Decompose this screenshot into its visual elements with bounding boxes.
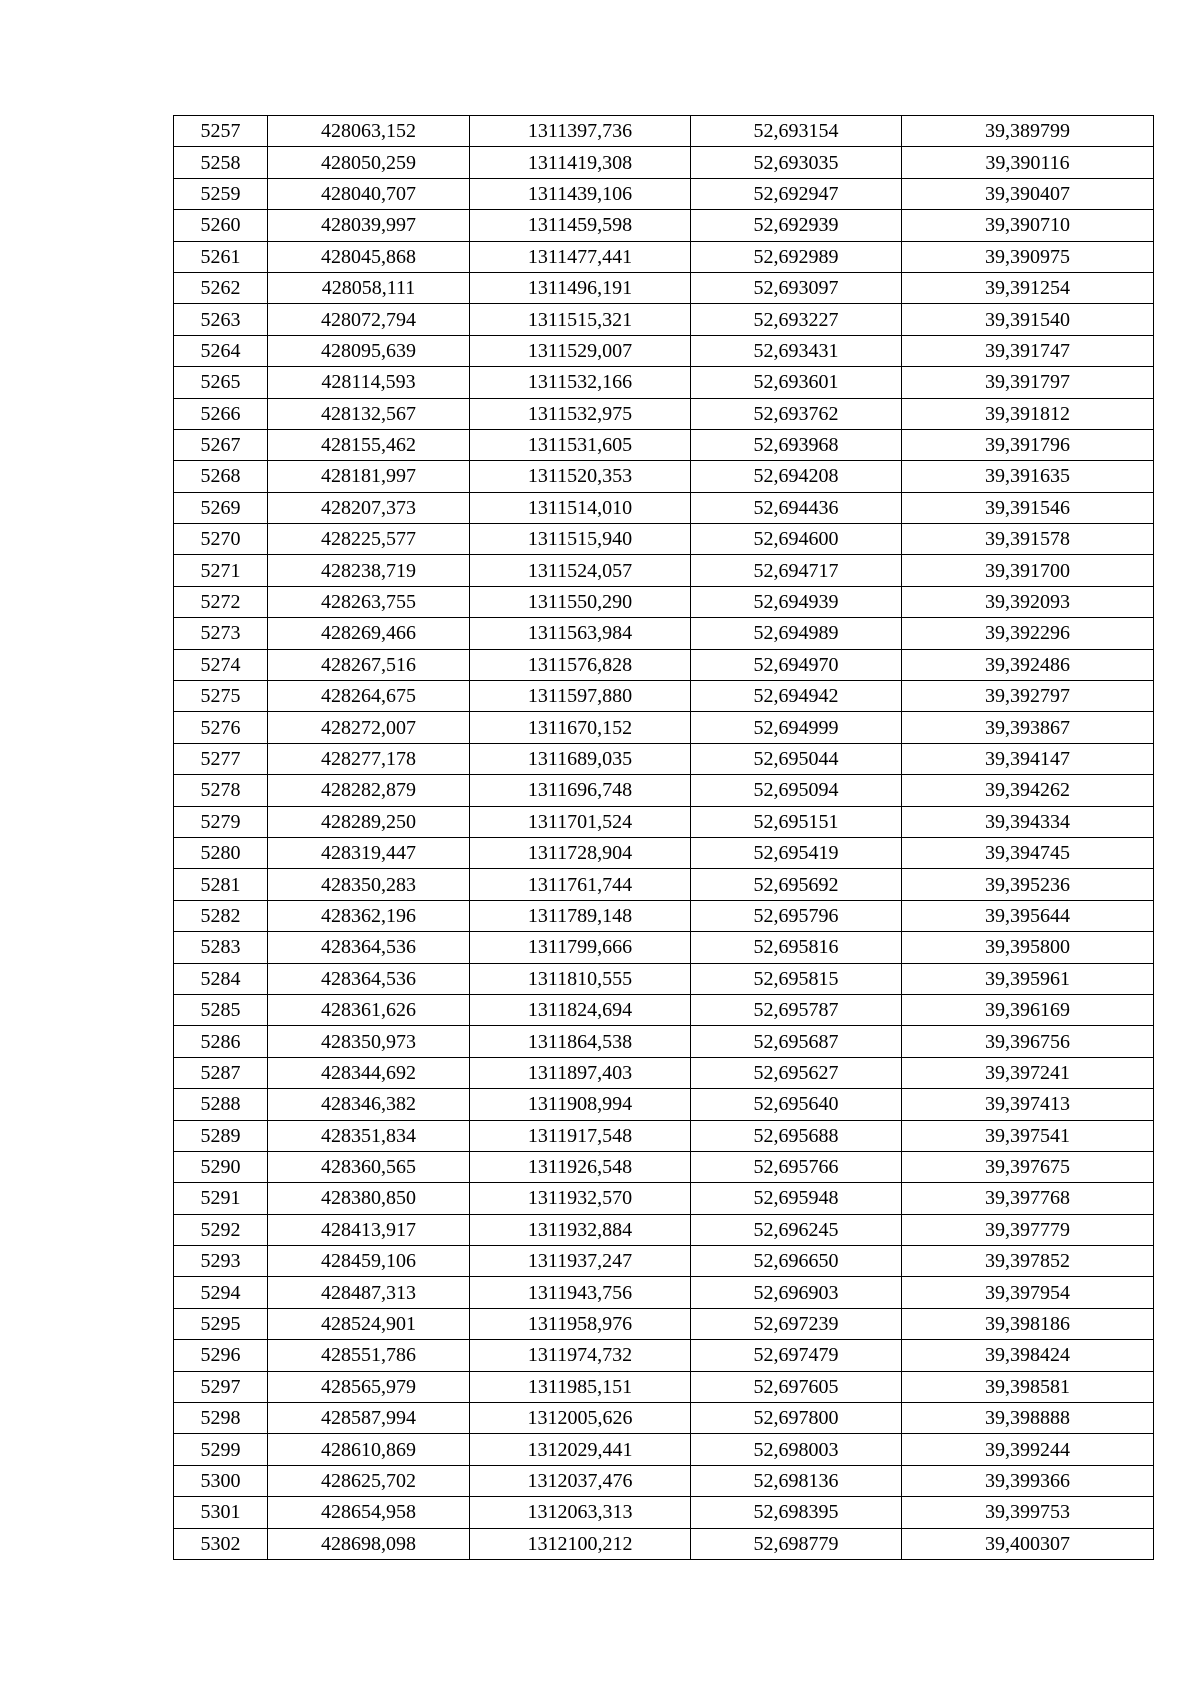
coord-x-cell: 428319,447 xyxy=(268,837,470,868)
table-row xyxy=(174,1246,1154,1277)
table-row xyxy=(174,712,1154,743)
point-number-cell: 5301 xyxy=(174,1497,268,1528)
longitude-cell: 39,397241 xyxy=(902,1057,1154,1088)
longitude-cell: 39,397541 xyxy=(902,1120,1154,1151)
point-number-cell: 5269 xyxy=(174,492,268,523)
coord-x-cell: 428380,850 xyxy=(268,1183,470,1214)
coord-x-cell: 428072,794 xyxy=(268,304,470,335)
coord-y-cell: 1311810,555 xyxy=(470,963,691,994)
coord-y-cell: 1311701,524 xyxy=(470,806,691,837)
coord-x-cell: 428277,178 xyxy=(268,743,470,774)
point-number-cell: 5282 xyxy=(174,900,268,931)
point-number-cell: 5289 xyxy=(174,1120,268,1151)
coord-x-cell: 428698,098 xyxy=(268,1528,470,1559)
longitude-cell: 39,399753 xyxy=(902,1497,1154,1528)
coord-y-cell: 1311515,321 xyxy=(470,304,691,335)
coord-x-cell: 428413,917 xyxy=(268,1214,470,1245)
point-number-cell: 5287 xyxy=(174,1057,268,1088)
latitude-cell: 52,696903 xyxy=(691,1277,902,1308)
coord-x-cell: 428610,869 xyxy=(268,1434,470,1465)
coord-y-cell: 1312037,476 xyxy=(470,1465,691,1496)
latitude-cell: 52,694208 xyxy=(691,461,902,492)
longitude-cell: 39,396169 xyxy=(902,994,1154,1025)
coord-y-cell: 1311515,940 xyxy=(470,524,691,555)
coord-x-cell: 428045,868 xyxy=(268,241,470,272)
coord-y-cell: 1311917,548 xyxy=(470,1120,691,1151)
latitude-cell: 52,695796 xyxy=(691,900,902,931)
longitude-cell: 39,391747 xyxy=(902,335,1154,366)
longitude-cell: 39,391797 xyxy=(902,367,1154,398)
coord-y-cell: 1311459,598 xyxy=(470,210,691,241)
coord-x-cell: 428364,536 xyxy=(268,963,470,994)
longitude-cell: 39,395800 xyxy=(902,932,1154,963)
longitude-cell: 39,391254 xyxy=(902,272,1154,303)
table-row xyxy=(174,1089,1154,1120)
coord-x-cell: 428269,466 xyxy=(268,618,470,649)
longitude-cell: 39,394147 xyxy=(902,743,1154,774)
longitude-cell: 39,390710 xyxy=(902,210,1154,241)
table-row xyxy=(174,1214,1154,1245)
coord-x-cell: 428565,979 xyxy=(268,1371,470,1402)
latitude-cell: 52,693035 xyxy=(691,147,902,178)
table-row xyxy=(174,304,1154,335)
latitude-cell: 52,695948 xyxy=(691,1183,902,1214)
point-number-cell: 5288 xyxy=(174,1089,268,1120)
latitude-cell: 52,697239 xyxy=(691,1308,902,1339)
latitude-cell: 52,695151 xyxy=(691,806,902,837)
coord-x-cell: 428267,516 xyxy=(268,649,470,680)
longitude-cell: 39,400307 xyxy=(902,1528,1154,1559)
longitude-cell: 39,398888 xyxy=(902,1403,1154,1434)
coord-y-cell: 1311864,538 xyxy=(470,1026,691,1057)
table-row xyxy=(174,932,1154,963)
point-number-cell: 5259 xyxy=(174,178,268,209)
latitude-cell: 52,692989 xyxy=(691,241,902,272)
coord-x-cell: 428364,536 xyxy=(268,932,470,963)
point-number-cell: 5277 xyxy=(174,743,268,774)
coord-y-cell: 1311908,994 xyxy=(470,1089,691,1120)
latitude-cell: 52,695640 xyxy=(691,1089,902,1120)
table-row xyxy=(174,461,1154,492)
latitude-cell: 52,697479 xyxy=(691,1340,902,1371)
coord-x-cell: 428362,196 xyxy=(268,900,470,931)
longitude-cell: 39,390975 xyxy=(902,241,1154,272)
latitude-cell: 52,695627 xyxy=(691,1057,902,1088)
coord-x-cell: 428282,879 xyxy=(268,775,470,806)
table-row xyxy=(174,1371,1154,1402)
latitude-cell: 52,698136 xyxy=(691,1465,902,1496)
table-row xyxy=(174,398,1154,429)
latitude-cell: 52,693968 xyxy=(691,429,902,460)
point-number-cell: 5283 xyxy=(174,932,268,963)
coord-x-cell: 428344,692 xyxy=(268,1057,470,1088)
point-number-cell: 5261 xyxy=(174,241,268,272)
point-number-cell: 5271 xyxy=(174,555,268,586)
latitude-cell: 52,694717 xyxy=(691,555,902,586)
longitude-cell: 39,390407 xyxy=(902,178,1154,209)
point-number-cell: 5292 xyxy=(174,1214,268,1245)
coord-y-cell: 1311520,353 xyxy=(470,461,691,492)
table-row xyxy=(174,1497,1154,1528)
coord-x-cell: 428654,958 xyxy=(268,1497,470,1528)
coord-x-cell: 428132,567 xyxy=(268,398,470,429)
longitude-cell: 39,391812 xyxy=(902,398,1154,429)
table-row xyxy=(174,963,1154,994)
latitude-cell: 52,695692 xyxy=(691,869,902,900)
coord-x-cell: 428487,313 xyxy=(268,1277,470,1308)
coord-y-cell: 1311897,403 xyxy=(470,1057,691,1088)
longitude-cell: 39,392797 xyxy=(902,681,1154,712)
coord-y-cell: 1311532,166 xyxy=(470,367,691,398)
coord-x-cell: 428360,565 xyxy=(268,1151,470,1182)
longitude-cell: 39,395236 xyxy=(902,869,1154,900)
latitude-cell: 52,694939 xyxy=(691,586,902,617)
table-row xyxy=(174,900,1154,931)
coord-y-cell: 1311943,756 xyxy=(470,1277,691,1308)
coord-y-cell: 1312005,626 xyxy=(470,1403,691,1434)
point-number-cell: 5275 xyxy=(174,681,268,712)
longitude-cell: 39,391546 xyxy=(902,492,1154,523)
coord-x-cell: 428058,111 xyxy=(268,272,470,303)
point-number-cell: 5264 xyxy=(174,335,268,366)
table-row xyxy=(174,178,1154,209)
point-number-cell: 5286 xyxy=(174,1026,268,1057)
latitude-cell: 52,694989 xyxy=(691,618,902,649)
table-row xyxy=(174,1434,1154,1465)
coordinates-table xyxy=(173,115,1154,1560)
coord-x-cell: 428625,702 xyxy=(268,1465,470,1496)
table-row xyxy=(174,1057,1154,1088)
point-number-cell: 5270 xyxy=(174,524,268,555)
point-number-cell: 5298 xyxy=(174,1403,268,1434)
point-number-cell: 5262 xyxy=(174,272,268,303)
longitude-cell: 39,395644 xyxy=(902,900,1154,931)
point-number-cell: 5278 xyxy=(174,775,268,806)
point-number-cell: 5279 xyxy=(174,806,268,837)
longitude-cell: 39,389799 xyxy=(902,116,1154,147)
latitude-cell: 52,695766 xyxy=(691,1151,902,1182)
latitude-cell: 52,695044 xyxy=(691,743,902,774)
table-row xyxy=(174,1465,1154,1496)
coord-y-cell: 1311937,247 xyxy=(470,1246,691,1277)
longitude-cell: 39,399244 xyxy=(902,1434,1154,1465)
coord-x-cell: 428289,250 xyxy=(268,806,470,837)
point-number-cell: 5273 xyxy=(174,618,268,649)
coord-y-cell: 1311477,441 xyxy=(470,241,691,272)
point-number-cell: 5294 xyxy=(174,1277,268,1308)
longitude-cell: 39,398424 xyxy=(902,1340,1154,1371)
coord-y-cell: 1311496,191 xyxy=(470,272,691,303)
coord-y-cell: 1311932,570 xyxy=(470,1183,691,1214)
point-number-cell: 5266 xyxy=(174,398,268,429)
table-row xyxy=(174,210,1154,241)
table-row xyxy=(174,116,1154,147)
point-number-cell: 5296 xyxy=(174,1340,268,1371)
table-row xyxy=(174,869,1154,900)
longitude-cell: 39,397779 xyxy=(902,1214,1154,1245)
coord-y-cell: 1311985,151 xyxy=(470,1371,691,1402)
coord-x-cell: 428351,834 xyxy=(268,1120,470,1151)
table-row xyxy=(174,1151,1154,1182)
coord-x-cell: 428155,462 xyxy=(268,429,470,460)
table-row xyxy=(174,1120,1154,1151)
point-number-cell: 5281 xyxy=(174,869,268,900)
coord-y-cell: 1311529,007 xyxy=(470,335,691,366)
latitude-cell: 52,697800 xyxy=(691,1403,902,1434)
coord-y-cell: 1312029,441 xyxy=(470,1434,691,1465)
latitude-cell: 52,697605 xyxy=(691,1371,902,1402)
coord-y-cell: 1311550,290 xyxy=(470,586,691,617)
longitude-cell: 39,391540 xyxy=(902,304,1154,335)
coord-x-cell: 428361,626 xyxy=(268,994,470,1025)
table-row xyxy=(174,837,1154,868)
coord-x-cell: 428264,675 xyxy=(268,681,470,712)
longitude-cell: 39,397852 xyxy=(902,1246,1154,1277)
latitude-cell: 52,698779 xyxy=(691,1528,902,1559)
longitude-cell: 39,397768 xyxy=(902,1183,1154,1214)
coord-y-cell: 1311563,984 xyxy=(470,618,691,649)
coord-y-cell: 1311514,010 xyxy=(470,492,691,523)
coord-y-cell: 1311597,880 xyxy=(470,681,691,712)
longitude-cell: 39,394745 xyxy=(902,837,1154,868)
latitude-cell: 52,693431 xyxy=(691,335,902,366)
table-row xyxy=(174,524,1154,555)
longitude-cell: 39,392486 xyxy=(902,649,1154,680)
table-row xyxy=(174,241,1154,272)
coord-y-cell: 1311932,884 xyxy=(470,1214,691,1245)
point-number-cell: 5272 xyxy=(174,586,268,617)
latitude-cell: 52,695094 xyxy=(691,775,902,806)
coord-y-cell: 1311696,748 xyxy=(470,775,691,806)
point-number-cell: 5293 xyxy=(174,1246,268,1277)
longitude-cell: 39,395961 xyxy=(902,963,1154,994)
longitude-cell: 39,394262 xyxy=(902,775,1154,806)
coord-y-cell: 1311576,828 xyxy=(470,649,691,680)
longitude-cell: 39,390116 xyxy=(902,147,1154,178)
coord-x-cell: 428225,577 xyxy=(268,524,470,555)
table-row xyxy=(174,492,1154,523)
longitude-cell: 39,399366 xyxy=(902,1465,1154,1496)
latitude-cell: 52,693154 xyxy=(691,116,902,147)
point-number-cell: 5280 xyxy=(174,837,268,868)
latitude-cell: 52,693097 xyxy=(691,272,902,303)
table-row xyxy=(174,147,1154,178)
longitude-cell: 39,398186 xyxy=(902,1308,1154,1339)
coord-x-cell: 428095,639 xyxy=(268,335,470,366)
coord-y-cell: 1311531,605 xyxy=(470,429,691,460)
coord-x-cell: 428040,707 xyxy=(268,178,470,209)
coord-y-cell: 1311958,976 xyxy=(470,1308,691,1339)
table-row xyxy=(174,1403,1154,1434)
table-row xyxy=(174,272,1154,303)
coord-x-cell: 428350,283 xyxy=(268,869,470,900)
coord-x-cell: 428181,997 xyxy=(268,461,470,492)
table-row xyxy=(174,429,1154,460)
coord-y-cell: 1311689,035 xyxy=(470,743,691,774)
point-number-cell: 5258 xyxy=(174,147,268,178)
coord-y-cell: 1311761,744 xyxy=(470,869,691,900)
longitude-cell: 39,397413 xyxy=(902,1089,1154,1120)
coord-y-cell: 1311926,548 xyxy=(470,1151,691,1182)
table-row xyxy=(174,1528,1154,1559)
latitude-cell: 52,695816 xyxy=(691,932,902,963)
longitude-cell: 39,393867 xyxy=(902,712,1154,743)
latitude-cell: 52,694436 xyxy=(691,492,902,523)
coord-x-cell: 428587,994 xyxy=(268,1403,470,1434)
table-row xyxy=(174,555,1154,586)
latitude-cell: 52,698003 xyxy=(691,1434,902,1465)
longitude-cell: 39,392093 xyxy=(902,586,1154,617)
coord-x-cell: 428524,901 xyxy=(268,1308,470,1339)
longitude-cell: 39,396756 xyxy=(902,1026,1154,1057)
coord-y-cell: 1311670,152 xyxy=(470,712,691,743)
latitude-cell: 52,695787 xyxy=(691,994,902,1025)
coord-x-cell: 428459,106 xyxy=(268,1246,470,1277)
table-row xyxy=(174,1277,1154,1308)
longitude-cell: 39,391700 xyxy=(902,555,1154,586)
latitude-cell: 52,698395 xyxy=(691,1497,902,1528)
coordinates-table-body xyxy=(174,116,1154,1560)
longitude-cell: 39,392296 xyxy=(902,618,1154,649)
coord-y-cell: 1311824,694 xyxy=(470,994,691,1025)
coord-y-cell: 1312063,313 xyxy=(470,1497,691,1528)
table-row xyxy=(174,649,1154,680)
latitude-cell: 52,693762 xyxy=(691,398,902,429)
coord-y-cell: 1311799,666 xyxy=(470,932,691,963)
coord-y-cell: 1311439,106 xyxy=(470,178,691,209)
point-number-cell: 5297 xyxy=(174,1371,268,1402)
point-number-cell: 5302 xyxy=(174,1528,268,1559)
latitude-cell: 52,696245 xyxy=(691,1214,902,1245)
table-row xyxy=(174,1026,1154,1057)
point-number-cell: 5276 xyxy=(174,712,268,743)
coord-x-cell: 428063,152 xyxy=(268,116,470,147)
coord-y-cell: 1311419,308 xyxy=(470,147,691,178)
point-number-cell: 5300 xyxy=(174,1465,268,1496)
table-row xyxy=(174,806,1154,837)
longitude-cell: 39,398581 xyxy=(902,1371,1154,1402)
table-row xyxy=(174,1340,1154,1371)
point-number-cell: 5274 xyxy=(174,649,268,680)
latitude-cell: 52,695687 xyxy=(691,1026,902,1057)
coord-x-cell: 428272,007 xyxy=(268,712,470,743)
point-number-cell: 5268 xyxy=(174,461,268,492)
latitude-cell: 52,693601 xyxy=(691,367,902,398)
point-number-cell: 5263 xyxy=(174,304,268,335)
coord-x-cell: 428346,382 xyxy=(268,1089,470,1120)
point-number-cell: 5257 xyxy=(174,116,268,147)
coord-y-cell: 1311524,057 xyxy=(470,555,691,586)
coord-y-cell: 1312100,212 xyxy=(470,1528,691,1559)
table-row xyxy=(174,743,1154,774)
point-number-cell: 5284 xyxy=(174,963,268,994)
longitude-cell: 39,397954 xyxy=(902,1277,1154,1308)
point-number-cell: 5299 xyxy=(174,1434,268,1465)
point-number-cell: 5267 xyxy=(174,429,268,460)
longitude-cell: 39,391796 xyxy=(902,429,1154,460)
point-number-cell: 5260 xyxy=(174,210,268,241)
point-number-cell: 5265 xyxy=(174,367,268,398)
longitude-cell: 39,391578 xyxy=(902,524,1154,555)
coord-y-cell: 1311728,904 xyxy=(470,837,691,868)
longitude-cell: 39,394334 xyxy=(902,806,1154,837)
latitude-cell: 52,695419 xyxy=(691,837,902,868)
point-number-cell: 5295 xyxy=(174,1308,268,1339)
latitude-cell: 52,694600 xyxy=(691,524,902,555)
coord-x-cell: 428050,259 xyxy=(268,147,470,178)
latitude-cell: 52,692939 xyxy=(691,210,902,241)
latitude-cell: 52,696650 xyxy=(691,1246,902,1277)
coord-x-cell: 428350,973 xyxy=(268,1026,470,1057)
latitude-cell: 52,694999 xyxy=(691,712,902,743)
coord-x-cell: 428114,593 xyxy=(268,367,470,398)
coord-x-cell: 428551,786 xyxy=(268,1340,470,1371)
table-row xyxy=(174,994,1154,1025)
table-row xyxy=(174,335,1154,366)
table-row xyxy=(174,618,1154,649)
coord-x-cell: 428039,997 xyxy=(268,210,470,241)
point-number-cell: 5285 xyxy=(174,994,268,1025)
coord-y-cell: 1311789,148 xyxy=(470,900,691,931)
coord-y-cell: 1311532,975 xyxy=(470,398,691,429)
table-row xyxy=(174,681,1154,712)
coord-y-cell: 1311397,736 xyxy=(470,116,691,147)
latitude-cell: 52,694942 xyxy=(691,681,902,712)
coord-x-cell: 428207,373 xyxy=(268,492,470,523)
longitude-cell: 39,391635 xyxy=(902,461,1154,492)
latitude-cell: 52,692947 xyxy=(691,178,902,209)
latitude-cell: 52,693227 xyxy=(691,304,902,335)
coord-y-cell: 1311974,732 xyxy=(470,1340,691,1371)
table-row xyxy=(174,1308,1154,1339)
table-row xyxy=(174,586,1154,617)
coord-x-cell: 428238,719 xyxy=(268,555,470,586)
point-number-cell: 5290 xyxy=(174,1151,268,1182)
longitude-cell: 39,397675 xyxy=(902,1151,1154,1182)
coord-x-cell: 428263,755 xyxy=(268,586,470,617)
latitude-cell: 52,695815 xyxy=(691,963,902,994)
point-number-cell: 5291 xyxy=(174,1183,268,1214)
table-row xyxy=(174,775,1154,806)
table-row xyxy=(174,367,1154,398)
latitude-cell: 52,694970 xyxy=(691,649,902,680)
table-row xyxy=(174,1183,1154,1214)
latitude-cell: 52,695688 xyxy=(691,1120,902,1151)
